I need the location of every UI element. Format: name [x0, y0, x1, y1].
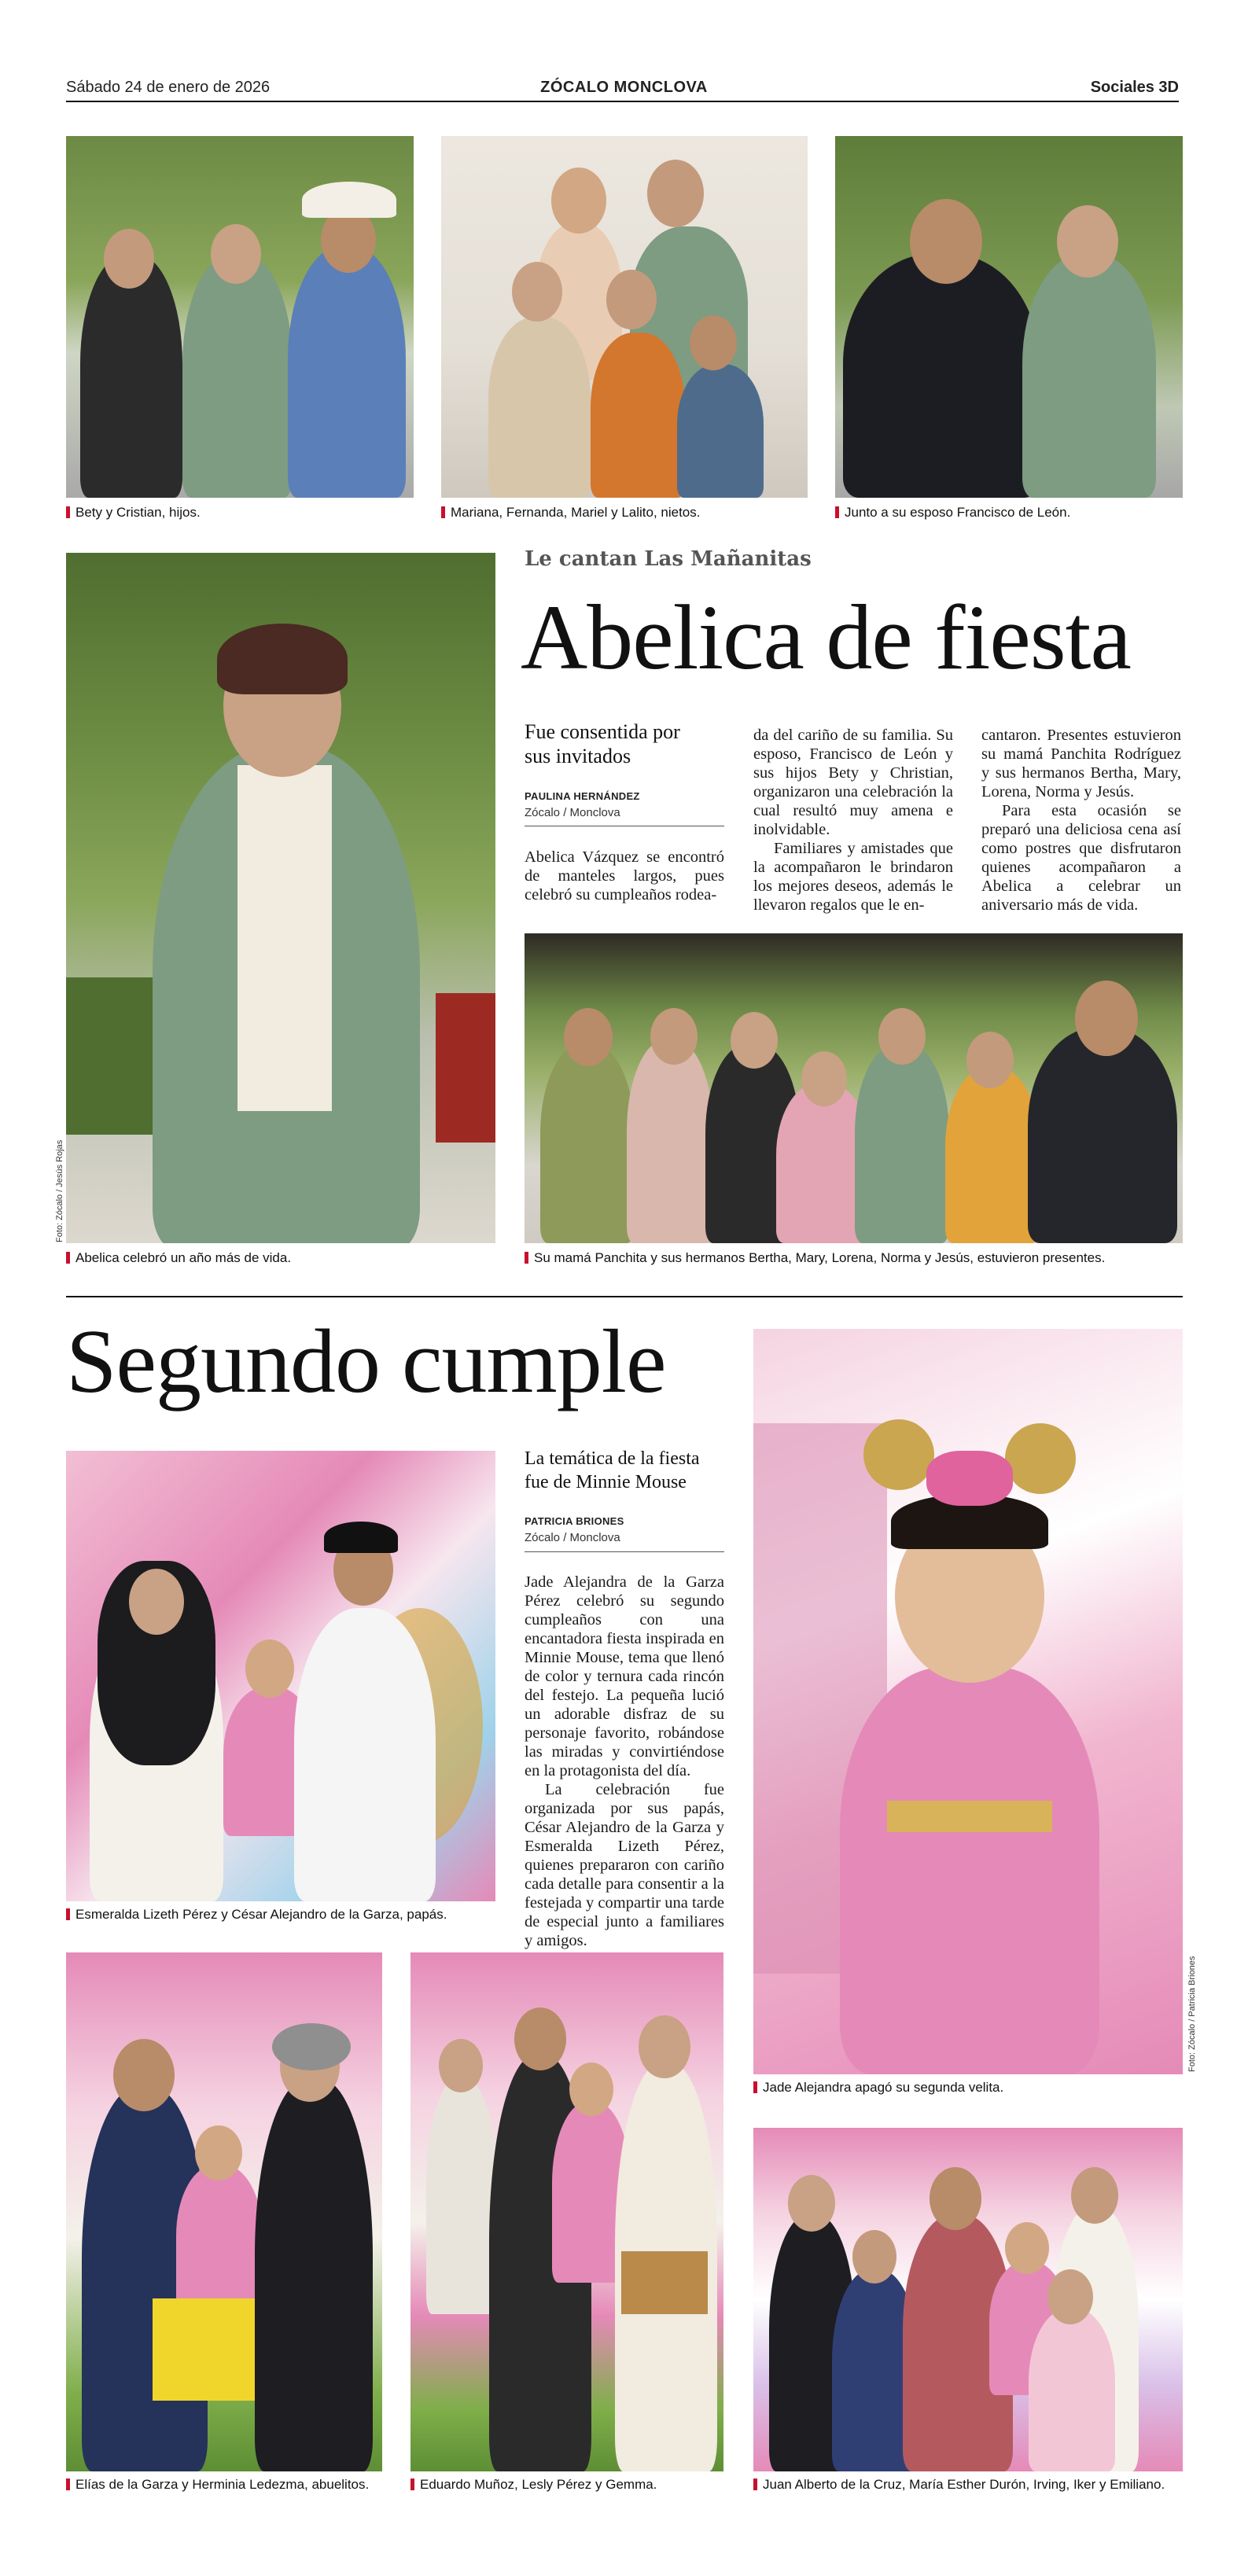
caption-abelica-main: Abelica celebró un año más de vida. — [66, 1250, 291, 1266]
caption-abuelitos: Elías de la Garza y Herminia Ledezma, abuelitos. — [66, 2477, 369, 2493]
story1-body-col3 — [981, 726, 1181, 914]
section-page: Sociales 3D — [1090, 79, 1179, 96]
story1-body-col2 — [753, 726, 953, 914]
photo-bety-cristian — [66, 136, 414, 498]
photo-jade-main — [753, 1329, 1183, 2074]
story1-outlet: Zócalo / Monclova — [525, 806, 620, 819]
story-divider — [66, 1296, 1183, 1297]
byline-rule-story2 — [525, 1551, 724, 1552]
story1-paragraph: Familiares y amistades que la acompañaron le brindaron los mejores deseos, además le llevaron regalos que le en- — [753, 840, 953, 914]
story1-paragraph: Abelica Vázquez se encontró de manteles largos, pues celebró su cumpleaños rodea- — [525, 848, 724, 903]
photo-credit-story1: Foto: Zócalo / Jesús Rojas — [55, 1139, 64, 1242]
publication-name: ZÓCALO MONCLOVA — [540, 79, 708, 96]
photo-credit-story2: Foto: Zócalo / Patricia Briones — [1187, 1956, 1197, 2072]
caption-parents: Esmeralda Lizeth Pérez y César Alejandro de la Garza, papás. — [66, 1907, 447, 1923]
story2-paragraph: Jade Alejandra de la Garza Pérez celebró su segundo cumpleaños con una encantadora fiesta inspirada en Minnie Mouse, tema que llenó de color y ternura cada rincón del festejo. La pequeña lució un adorable disfraz de su personaje favorito, robándose las miradas y convirtiéndose en la protagonista del día. — [525, 1573, 724, 1779]
caption-bety-cristian: Bety y Cristian, hijos. — [66, 505, 201, 521]
story2-deck: La temática de la fiesta fue de Minnie Mouse — [525, 1448, 700, 1492]
caption-jade-main: Jade Alejandra apagó su segunda velita. — [753, 2080, 1003, 2096]
caption-esposo: Junto a su esposo Francisco de León. — [835, 505, 1070, 521]
header-rule — [66, 101, 1179, 102]
story1-headline: Abelica de fiesta — [521, 586, 1131, 689]
story2-paragraph: La celebración fue organizada por sus papás, César Alejandro de la Garza y Esmeralda Lizeth Pérez, quienes prepararon con cariño cada detalle para consentir a la festejada y compartir una tarde de especial junto a familiares y amigos. — [525, 1781, 724, 1949]
story1-paragraph: cantaron. Presentes estuvieron su mamá Panchita Rodríguez y sus hermanos Bertha, Mary, Lorena, Norma y Jesús. — [981, 727, 1181, 800]
story1-author-name: PAULINA HERNÁNDEZ — [525, 790, 640, 802]
photo-nietos — [441, 136, 808, 498]
caption-eduardo: Eduardo Muñoz, Lesly Pérez y Gemma. — [410, 2477, 657, 2493]
photo-eduardo — [410, 1952, 723, 2471]
photo-abelica-portrait — [66, 553, 495, 1243]
photo-parents — [66, 1451, 495, 1901]
story1-paragraph: Para esta ocasión se preparó una deliciosa cena así como postres que disfrutaron quienes acompañaron a Abelica a celebrar un aniversario más de vida. — [981, 802, 1181, 914]
story1-body-col1 — [525, 848, 724, 904]
photo-family-group — [525, 933, 1183, 1243]
caption-nietos: Mariana, Fernanda, Mariel y Lalito, nietos. — [441, 505, 701, 521]
story2-outlet: Zócalo / Monclova — [525, 1531, 620, 1544]
story1-kicker: Le cantan Las Mañanitas — [525, 547, 812, 571]
story2-body — [525, 1573, 724, 1950]
photo-abuelitos — [66, 1952, 382, 2471]
story2-headline: Segundo cumple — [66, 1312, 666, 1412]
caption-family-group: Su mamá Panchita y sus hermanos Bertha, Mary, Lorena, Norma y Jesús, estuvieron presentes. — [525, 1250, 1105, 1266]
story2-author: PATRICIA BRIONES — [525, 1515, 624, 1527]
photo-juan-family — [753, 2128, 1183, 2471]
photo-esposo — [835, 136, 1183, 498]
story1-paragraph: da del cariño de su familia. Su esposo, Francisco de León y sus hijos Bety y Christian, organizaron una celebración la cual resultó muy amena e inolvidable. — [753, 727, 953, 838]
story1-deck: Fue consentida por sus invitados — [525, 720, 680, 767]
caption-juan-family: Juan Alberto de la Cruz, María Esther Durón, Irving, Iker y Emiliano. — [753, 2477, 1165, 2493]
issue-date: Sábado 24 de enero de 2026 — [66, 79, 271, 96]
